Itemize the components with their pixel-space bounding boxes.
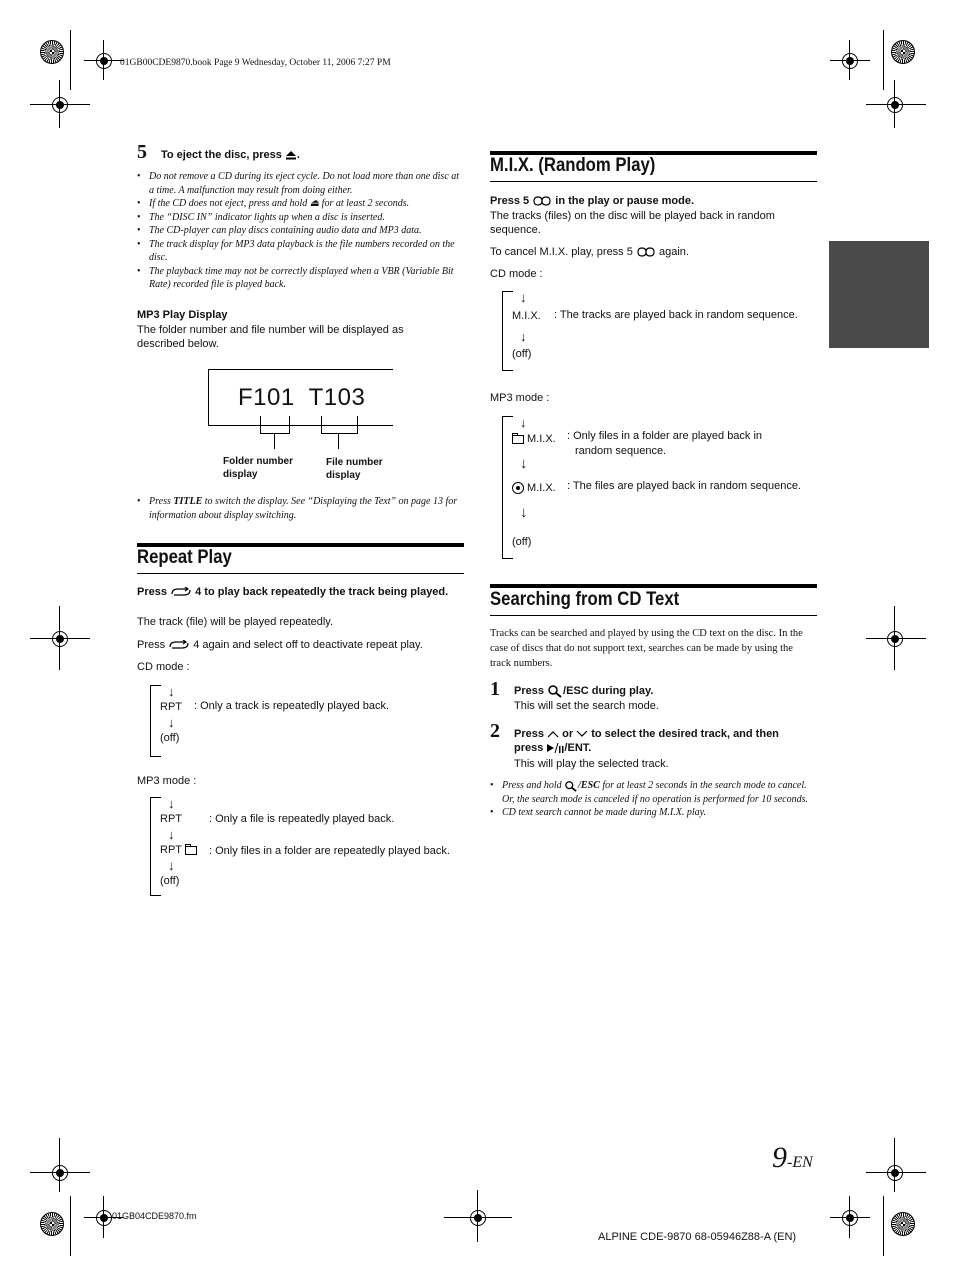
play-pause-icon [546,743,564,753]
repeat-instruction: Press 4 to play back repeatedly the track being played. [137,586,449,598]
registration-sunburst-icon [40,1212,64,1236]
list-item: • The track display for MP3 data playback is the file numbers recorded on the disc. [137,238,465,265]
file-number-label: File number display [326,457,383,481]
registration-target-icon [96,53,112,69]
off-label: (off) [512,348,532,360]
up-arrow-icon [547,730,559,738]
section-tab [829,241,929,348]
folder-icon [512,435,524,444]
registration-sunburst-icon [891,40,915,64]
registration-sunburst-icon [891,1212,915,1236]
mp3-display-notes [137,495,465,522]
mp3-mode-label: MP3 mode : [137,775,197,787]
disc-icon [512,482,524,494]
mix-folder-desc-2: random sequence. [575,445,667,457]
registration-target-icon [842,1210,858,1226]
section-title-repeat: Repeat Play [137,547,232,568]
mix-body2: To cancel M.I.X. play, press 5 again. [490,246,689,258]
eject-icon [285,150,297,160]
mix-body1: The tracks (files) on the disc will be played back in random sequence. [490,210,775,236]
mp3-mode-label: MP3 mode : [490,392,550,404]
search-step2: Press or to select the desired track, and then press /ENT. [514,728,779,754]
cd-mode-label: CD mode : [490,268,543,280]
mp3-display-heading: MP3 Play Display [137,309,228,321]
off-label: (off) [512,536,532,548]
step-number: 2 [490,720,500,742]
rpt-folder-label: RPT [160,843,200,857]
mix-folder-desc: : Only files in a folder are played back in [567,430,763,442]
search-notes [490,779,816,820]
search-icon [547,684,563,698]
step-number: 1 [490,678,500,700]
step5-instruction: To eject the disc, press . [161,149,300,161]
repeat-body1: The track (file) will be played repeatedly. [137,616,334,628]
rpt-desc: : Only a track is repeatedly played back. [194,700,390,712]
registration-target-icon [842,53,858,69]
rpt-desc: : Only a file is repeatedly played back. [209,813,395,825]
folder-icon [185,846,197,855]
registration-target-icon [887,631,903,647]
list-item: • The playback time may not be correctly displayed when a VBR (Variable Bit Rate) recorded file is played back. [137,265,465,292]
cd-mode-label: CD mode : [137,661,190,673]
repeat-icon [170,587,192,597]
eject-notes [137,170,465,292]
mix-label: M.I.X. [512,310,541,322]
rpt-label: RPT [160,813,182,825]
section-title-search: Searching from CD Text [490,589,680,610]
print-header: 01GB00CDE9870.book Page 9 Wednesday, October 11, 2006 7:27 PM [120,58,391,68]
list-item: • CD text search cannot be made during M.I.X. play. [490,806,816,820]
repeat-body2: Press 4 again and select off to deactivate repeat play. [137,639,423,651]
rpt-folder-desc: : Only files in a folder are repeatedly played back. [209,845,450,857]
registration-target-icon [52,631,68,647]
off-label: (off) [160,732,180,744]
mix-folder-label: M.I.X. [512,432,556,446]
folder-number-label: Folder number display [223,456,294,480]
page-number: 9-EN [772,1141,813,1174]
rpt-label: RPT [160,701,182,713]
registration-target-icon [96,1210,112,1226]
mix-desc: : The tracks are played back in random sequence. [554,309,798,321]
down-arrow-icon [576,730,588,738]
list-item: • Do not remove a CD during its eject cycle. Do not load more than one disc at a time. A malfunction may result from doing either. [137,170,465,197]
registration-target-icon [470,1210,486,1226]
lcd-text: F101 T103 [238,384,366,411]
search-intro: Tracks can be searched and played by using the CD text on the disc. In the case of discs that do not support text, searches can be made by using the track numbers. [490,628,803,669]
mix-icon [636,247,656,257]
registration-target-icon [887,97,903,113]
repeat-icon [168,640,190,650]
section-title-mix: M.I.X. (Random Play) [490,155,656,176]
search-step1: Press /ESC during play. [514,685,654,697]
search-icon [564,780,578,792]
mix-disc-desc: : The files are played back in random sequence. [567,480,801,492]
step-number: 5 [137,141,147,163]
registration-target-icon [52,1165,68,1181]
list-item: • If the CD does not eject, press and hold ⏏ for at least 2 seconds. [137,197,465,211]
registration-target-icon [52,97,68,113]
registration-target-icon [887,1165,903,1181]
mix-icon [532,196,552,206]
footer-file: 01GB04CDE9870.fm [112,1211,197,1221]
footer-model: ALPINE CDE-9870 68-05946Z88-A (EN) [598,1231,797,1243]
list-item: • The CD-player can play discs containing audio data and MP3 data. [137,224,465,238]
list-item: • The “DISC IN” indicator lights up when a disc is inserted. [137,211,465,225]
search-step2-sub: This will play the selected track. [514,758,669,770]
mix-instruction: Press 5 in the play or pause mode. [490,195,695,207]
mp3-display-body: The folder number and file number will be displayed as described below. [137,324,404,350]
search-step1-sub: This will set the search mode. [514,700,659,712]
list-item: • Press TITLE to switch the display. See “Displaying the Text” on page 13 for information about display switching. [137,495,465,522]
list-item: • Press and hold /ESC for at least 2 seconds in the search mode to cancel. Or, the search mode is canceled if no operation is performed for 10 seconds. [490,779,816,806]
off-label: (off) [160,875,180,887]
mix-disc-label: M.I.X. [512,481,556,495]
registration-sunburst-icon [40,40,64,64]
